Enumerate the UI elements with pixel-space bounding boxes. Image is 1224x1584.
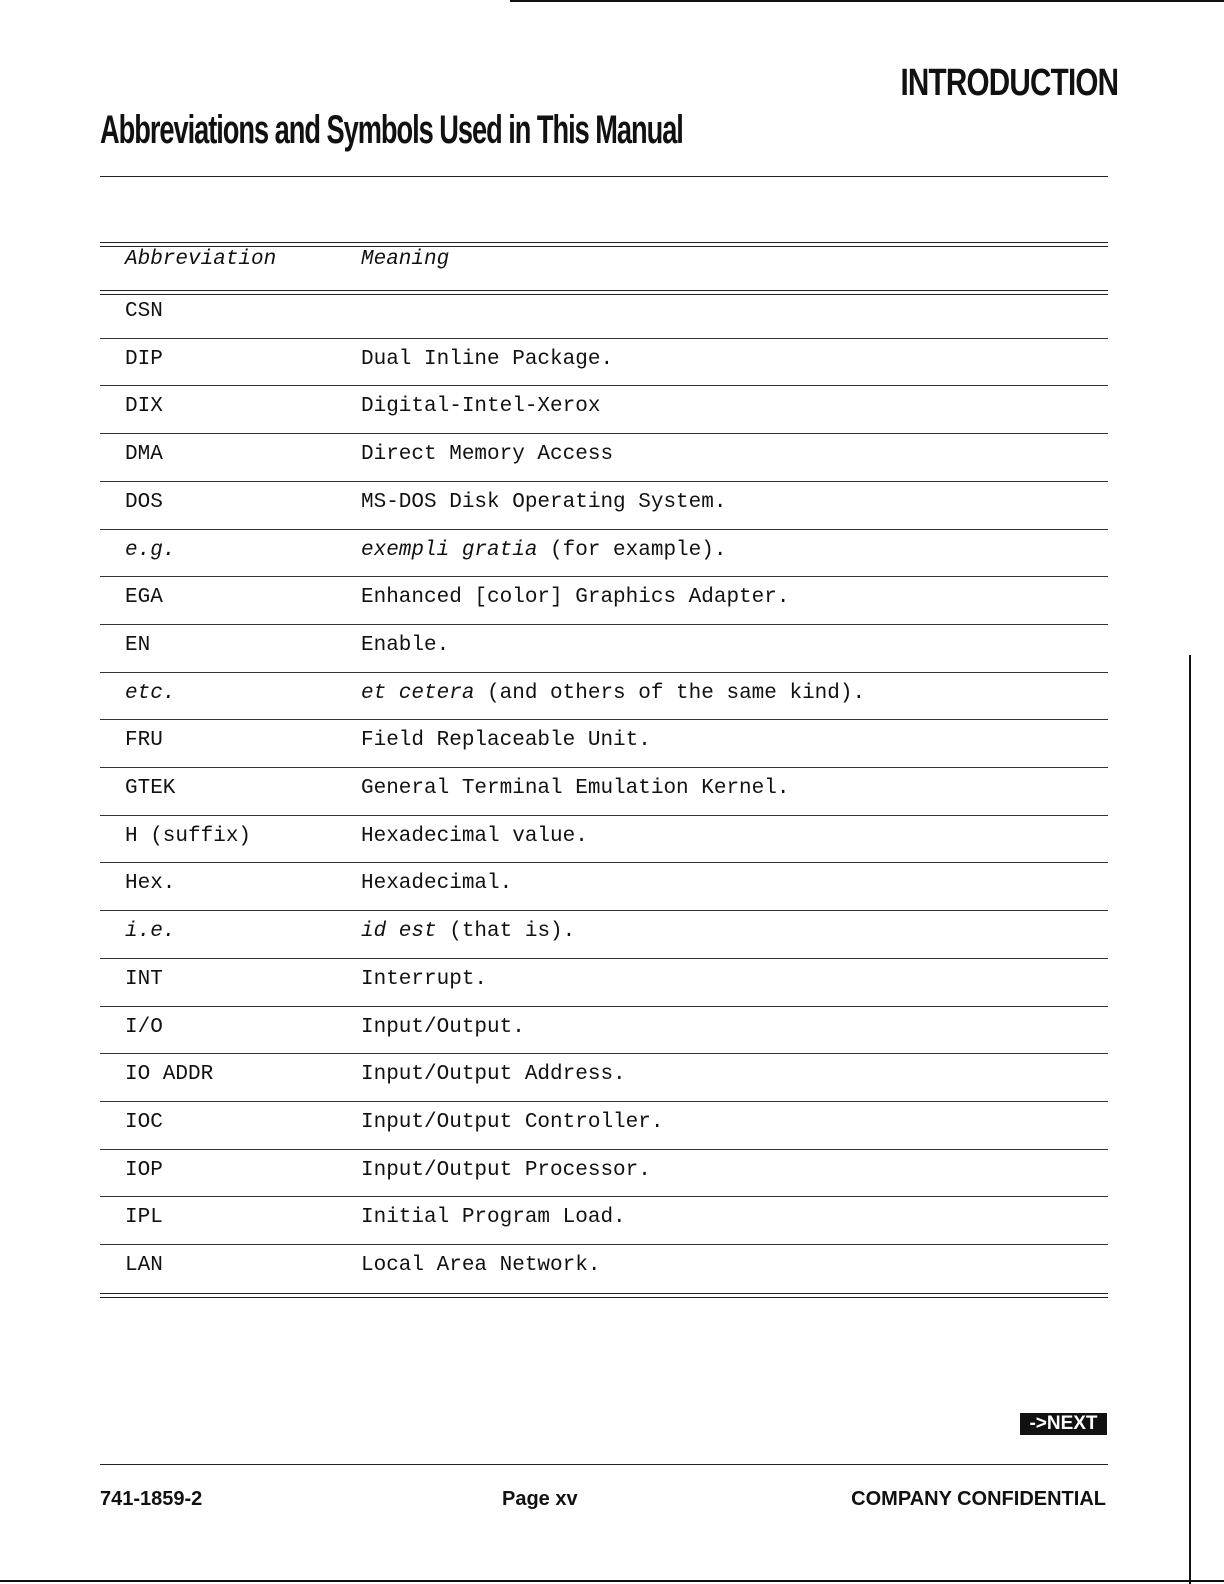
meaning-text: Field Replaceable Unit.	[361, 729, 651, 753]
table-row	[100, 815, 1108, 862]
page-title: Abbreviations and Symbols Used in This Manual	[100, 108, 683, 152]
table-row	[100, 910, 1108, 957]
table-row	[100, 433, 1108, 480]
table-row	[100, 481, 1108, 528]
meaning-text: Input/Output Controller.	[361, 1110, 664, 1134]
meaning-text: Enhanced [color] Graphics Adapter.	[361, 586, 790, 610]
meaning-text: et cetera	[361, 681, 475, 705]
abbreviation-cell: INT	[125, 967, 163, 991]
meaning-text: Digital-Intel-Xerox	[361, 395, 601, 419]
abbreviation-cell: DMA	[125, 443, 163, 467]
abbreviation-cell: IPL	[125, 1206, 163, 1230]
meaning-cell	[361, 1111, 663, 1134]
table-row	[100, 1196, 1108, 1243]
meaning-cell	[361, 1063, 626, 1086]
document-number: 741-1859-2	[100, 1488, 203, 1510]
meaning-text: Input/Output Processor.	[361, 1158, 651, 1182]
meaning-text: (for example).	[537, 538, 727, 562]
table-row	[100, 1006, 1108, 1053]
meaning-cell	[361, 1206, 626, 1229]
abbreviation-cell: DIX	[125, 395, 163, 419]
meaning-cell	[361, 777, 789, 800]
meaning-text: (that is).	[436, 920, 576, 944]
abbreviation-cell: I/O	[125, 1015, 163, 1039]
abbreviation-cell: i.e.	[125, 920, 176, 944]
abbreviation-cell: EN	[125, 633, 151, 657]
section-heading: INTRODUCTION	[900, 62, 1118, 104]
column-header-meaning: Meaning	[361, 248, 450, 271]
meaning-cell	[361, 968, 487, 991]
meaning-text: Direct Memory Access	[361, 443, 614, 467]
meaning-text: Interrupt.	[361, 967, 488, 991]
top-border-line	[510, 0, 1224, 2]
meaning-cell	[361, 348, 613, 371]
table-row	[100, 719, 1108, 766]
abbreviation-cell: EGA	[125, 586, 163, 610]
abbreviation-cell: etc.	[125, 681, 176, 705]
abbreviation-cell: DOS	[125, 490, 163, 514]
abbreviation-cell: Hex.	[125, 872, 176, 896]
right-edge-line	[1189, 655, 1191, 1584]
meaning-cell	[361, 1159, 651, 1182]
table-row	[100, 576, 1108, 623]
footer-divider	[100, 1464, 1108, 1465]
abbreviation-cell: IOC	[125, 1110, 163, 1134]
column-header-abbreviation: Abbreviation	[125, 248, 277, 271]
next-page-marker: ->NEXT	[1020, 1413, 1107, 1435]
abbreviation-cell: LAN	[125, 1254, 163, 1277]
confidential-notice: COMPANY CONFIDENTIAL	[851, 1488, 1106, 1510]
meaning-cell	[361, 682, 865, 705]
meaning-text: Local Area Network.	[361, 1254, 601, 1277]
meaning-cell	[361, 1254, 600, 1277]
meaning-text: (and others of the same kind).	[474, 681, 866, 705]
meaning-cell	[361, 634, 449, 657]
table-row	[100, 529, 1108, 576]
meaning-cell	[361, 1016, 525, 1039]
abbreviation-cell: FRU	[125, 729, 163, 753]
meaning-text: Hexadecimal.	[361, 872, 513, 896]
meaning-text: Initial Program Load.	[361, 1206, 626, 1230]
table-row	[100, 338, 1108, 385]
abbreviation-cell: IO ADDR	[125, 1063, 214, 1087]
bottom-border-line	[0, 1580, 1224, 1582]
table-row	[100, 385, 1108, 432]
table-row	[100, 767, 1108, 814]
table-row	[100, 624, 1108, 671]
meaning-text: Hexadecimal value.	[361, 824, 588, 848]
abbreviation-cell: IOP	[125, 1158, 163, 1182]
table-header-row	[100, 238, 1108, 285]
abbreviation-cell: GTEK	[125, 777, 176, 800]
meaning-cell	[361, 825, 588, 848]
meaning-text: id est	[361, 920, 437, 944]
table-row	[100, 862, 1108, 909]
meaning-text: General Terminal Emulation Kernel.	[361, 777, 790, 800]
abbreviation-cell: e.g.	[125, 538, 176, 562]
meaning-cell	[361, 872, 512, 895]
meaning-text: Dual Inline Package.	[361, 347, 614, 371]
title-divider	[100, 176, 1108, 177]
meaning-text: Enable.	[361, 633, 450, 657]
abbreviation-cell: H (suffix)	[125, 824, 252, 848]
meaning-cell	[361, 443, 613, 466]
meaning-cell	[361, 491, 726, 514]
meaning-cell	[361, 729, 651, 752]
page-number: Page xv	[502, 1488, 578, 1510]
meaning-text: exempli gratia	[361, 538, 538, 562]
meaning-text: MS-DOS Disk Operating System.	[361, 490, 727, 514]
table-row	[100, 672, 1108, 719]
meaning-cell	[361, 920, 575, 943]
abbreviation-cell: DIP	[125, 347, 163, 371]
abbreviation-cell: CSN	[125, 300, 163, 323]
meaning-cell	[361, 539, 726, 562]
meaning-text: Input/Output.	[361, 1015, 525, 1039]
meaning-text: Input/Output Address.	[361, 1063, 626, 1087]
table-row	[100, 958, 1108, 1005]
table-row	[100, 1053, 1108, 1100]
table-row	[100, 1244, 1108, 1291]
meaning-cell	[361, 395, 600, 418]
table-row	[100, 290, 1108, 337]
table-row	[100, 1149, 1108, 1196]
table-row	[100, 1101, 1108, 1148]
meaning-cell	[361, 586, 789, 609]
table-bottom-rule	[100, 1293, 1108, 1298]
